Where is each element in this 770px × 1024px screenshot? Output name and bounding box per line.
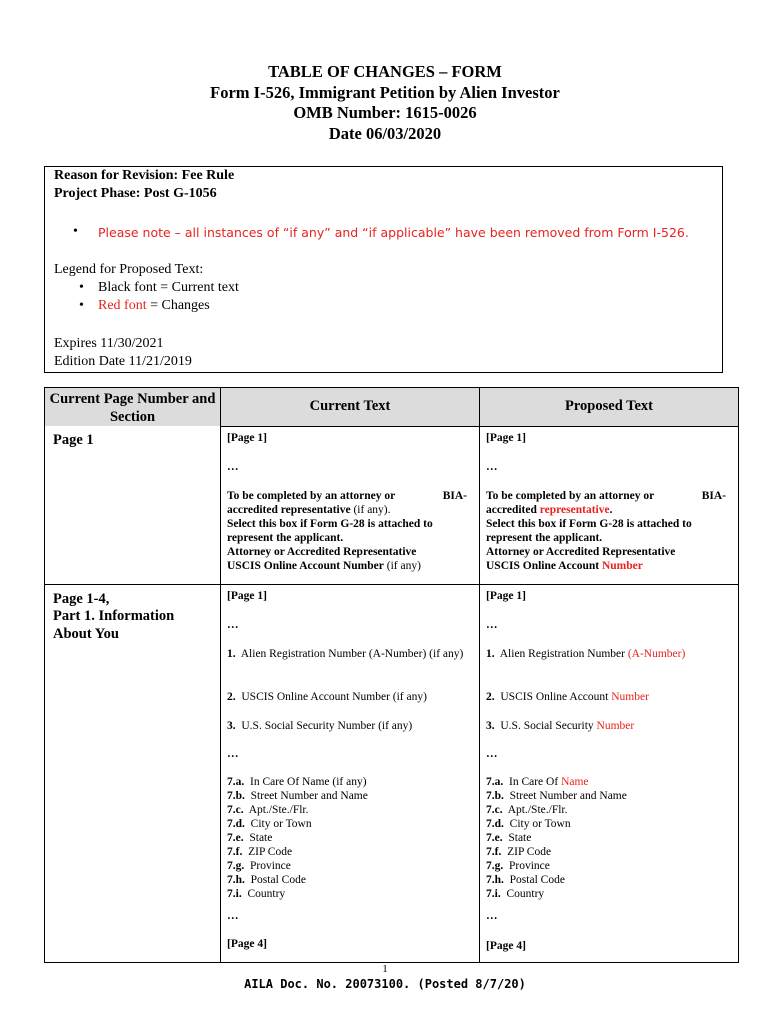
item-text: ZIP Code xyxy=(507,845,552,858)
table-header-row xyxy=(45,388,739,427)
list-item xyxy=(227,817,475,831)
list-item xyxy=(227,831,475,845)
address-list xyxy=(486,775,734,901)
item-text: ZIP Code xyxy=(248,845,293,858)
list-item xyxy=(486,873,734,887)
bia-label: BIA- xyxy=(442,489,467,502)
number-change: Number xyxy=(601,559,643,572)
item-text: Apt./Ste./Flr. xyxy=(248,803,309,816)
legend-title: Legend for Proposed Text: xyxy=(54,262,204,277)
col-header-current: Current Text xyxy=(221,388,480,427)
item-number: 7.i. xyxy=(227,887,242,900)
col-header-proposed: Proposed Text xyxy=(480,388,739,427)
page-ref: [Page 1] xyxy=(486,431,526,444)
legend-red xyxy=(98,297,210,315)
header-form-name: Form I-526, Immigrant Petition by Alien Investor xyxy=(210,82,560,102)
item-number: 7.i. xyxy=(486,887,501,900)
section-part-1 xyxy=(45,584,221,962)
item-text: Street Number and Name xyxy=(250,789,368,802)
ellipsis: … xyxy=(486,747,498,760)
list-item xyxy=(227,887,475,901)
ellipsis: … xyxy=(486,618,498,631)
item-number: 2. xyxy=(227,690,236,703)
representative-change: representative xyxy=(539,503,610,516)
item-number: 7.c. xyxy=(486,803,503,816)
section-line1: Page 1-4, xyxy=(53,590,110,607)
list-item xyxy=(227,789,475,803)
item-number: 7.d. xyxy=(486,817,504,830)
list-item xyxy=(486,775,734,789)
attorney-line1: To be completed by an attorney or xyxy=(486,489,655,502)
ellipsis: … xyxy=(227,747,239,760)
period: . xyxy=(609,503,613,516)
item-number: 2. xyxy=(486,690,495,703)
item-text: In Care Of xyxy=(509,775,562,788)
removal-note: Please note – all instances of “if any” and “if applicable” have been removed from Form I-526. xyxy=(98,225,689,240)
item-number: 7.f. xyxy=(486,845,502,858)
page-ref: [Page 1] xyxy=(227,431,267,444)
note-bullet: • xyxy=(73,224,78,239)
item-text: State xyxy=(508,831,532,844)
proposed-text-row2 xyxy=(480,584,739,962)
ellipsis: … xyxy=(486,909,498,922)
document-header xyxy=(0,62,770,144)
if-any: (if any). xyxy=(350,503,391,516)
item-text: Country xyxy=(506,887,545,900)
section-line3: About You xyxy=(53,625,119,642)
list-item xyxy=(227,775,475,789)
page-number: 1 xyxy=(382,963,388,975)
legend-red-rest: = Changes xyxy=(146,298,210,313)
item-text: City or Town xyxy=(250,817,312,830)
item-number: 7.b. xyxy=(486,789,504,802)
a-number-item: Alien Registration Number (A-Number) (if any) xyxy=(240,647,464,660)
item-text: Province xyxy=(250,859,291,872)
attorney-rep-line: Attorney or Accredited Representative xyxy=(486,545,676,558)
ellipsis: … xyxy=(227,618,239,631)
aila-doc-number: AILA Doc. No. 20073100. (Posted 8/7/20) xyxy=(244,977,526,991)
edition-date: Edition Date 11/21/2019 xyxy=(54,354,192,369)
select-line2: represent the applicant. xyxy=(227,531,344,544)
accredited-rep: accredited representative xyxy=(227,503,351,516)
item-number: 7.b. xyxy=(227,789,245,802)
item-number: 7.h. xyxy=(227,873,245,886)
page-ref: [Page 1] xyxy=(486,589,526,602)
item-number: 7.h. xyxy=(486,873,504,886)
changes-table xyxy=(44,387,739,963)
legend-black: Black font = Current text xyxy=(98,280,239,295)
uscis-item: USCIS Online Account Number (if any) xyxy=(241,690,427,703)
legend-red-label: Red font xyxy=(98,298,147,313)
attorney-rep-line: Attorney or Accredited Representative xyxy=(227,545,417,558)
select-line2: represent the applicant. xyxy=(486,531,603,544)
current-text-row2 xyxy=(221,584,480,962)
item-text: In Care Of Name (if any) xyxy=(250,775,367,788)
legend-bullet-red: • xyxy=(79,298,84,313)
uscis-account: USCIS Online Account xyxy=(486,559,602,572)
ellipsis: … xyxy=(486,460,498,473)
if-any: (if any) xyxy=(383,559,421,572)
col-header-section: Current Page Number and Section xyxy=(45,388,221,427)
item-number: 7.e. xyxy=(486,831,503,844)
list-item xyxy=(486,859,734,873)
item-number: 7.g. xyxy=(227,859,245,872)
number-change: Number xyxy=(611,690,649,703)
item-text: Country xyxy=(247,887,286,900)
item-text: Province xyxy=(509,859,550,872)
header-title: TABLE OF CHANGES – FORM xyxy=(268,62,502,81)
select-line1: Select this box if Form G-28 is attached to xyxy=(227,517,433,530)
list-item xyxy=(486,887,734,901)
item-number: 1. xyxy=(227,647,236,660)
item-text: Postal Code xyxy=(509,873,565,886)
select-line1: Select this box if Form G-28 is attached to xyxy=(486,517,692,530)
page-ref: [Page 4] xyxy=(227,937,267,950)
ssn-item: U.S. Social Security Number (if any) xyxy=(241,719,413,732)
address-list xyxy=(227,775,475,901)
item-text: Street Number and Name xyxy=(509,789,627,802)
a-number-item: Alien Registration Number xyxy=(499,647,628,660)
revision-info-box xyxy=(44,166,723,373)
item-number: 7.c. xyxy=(227,803,244,816)
item-number: 7.g. xyxy=(486,859,504,872)
uscis-item: USCIS Online Account xyxy=(500,690,612,703)
item-text: State xyxy=(249,831,273,844)
list-item xyxy=(227,803,475,817)
header-omb: OMB Number: 1615-0026 xyxy=(293,103,477,122)
item-number: 7.e. xyxy=(227,831,244,844)
table-row xyxy=(45,584,739,962)
legend-bullet-black: • xyxy=(79,280,84,295)
list-item xyxy=(227,845,475,859)
a-number-change: (A-Number) xyxy=(627,647,686,660)
list-item xyxy=(486,845,734,859)
ellipsis: … xyxy=(227,460,239,473)
header-date: Date 06/03/2020 xyxy=(328,123,442,143)
item-number: 1. xyxy=(486,647,495,660)
expires-date: Expires 11/30/2021 xyxy=(54,336,164,351)
item-number: 3. xyxy=(486,719,495,732)
project-phase: Project Phase: Post G-1056 xyxy=(54,186,217,201)
section-page-1: Page 1 xyxy=(45,426,221,584)
ssn-item: U.S. Social Security xyxy=(500,719,597,732)
item-number: 7.d. xyxy=(227,817,245,830)
table-row xyxy=(45,426,739,584)
page-ref: [Page 1] xyxy=(227,589,267,602)
name-change: Name xyxy=(561,775,589,788)
item-text: Apt./Ste./Flr. xyxy=(507,803,568,816)
list-item xyxy=(486,817,734,831)
list-item xyxy=(227,859,475,873)
item-number: 7.a. xyxy=(486,775,504,788)
item-number: 7.f. xyxy=(227,845,243,858)
list-item xyxy=(486,831,734,845)
list-item xyxy=(486,803,734,817)
page-ref: [Page 4] xyxy=(486,939,526,952)
item-text: Postal Code xyxy=(250,873,306,886)
ellipsis: … xyxy=(227,909,239,922)
bia-label: BIA- xyxy=(701,489,726,502)
item-number: 3. xyxy=(227,719,236,732)
list-item xyxy=(486,789,734,803)
uscis-account: USCIS Online Account Number xyxy=(227,559,384,572)
attorney-line1: To be completed by an attorney or xyxy=(227,489,396,502)
reason-for-revision: Reason for Revision: Fee Rule xyxy=(54,168,235,183)
proposed-text-row1 xyxy=(480,426,739,584)
number-change: Number xyxy=(596,719,635,732)
item-text: City or Town xyxy=(509,817,571,830)
current-text-row1 xyxy=(221,426,480,584)
accredited-prefix: accredited xyxy=(486,503,540,516)
item-number: 7.a. xyxy=(227,775,245,788)
list-item xyxy=(227,873,475,887)
section-line2: Part 1. Information xyxy=(53,608,175,624)
